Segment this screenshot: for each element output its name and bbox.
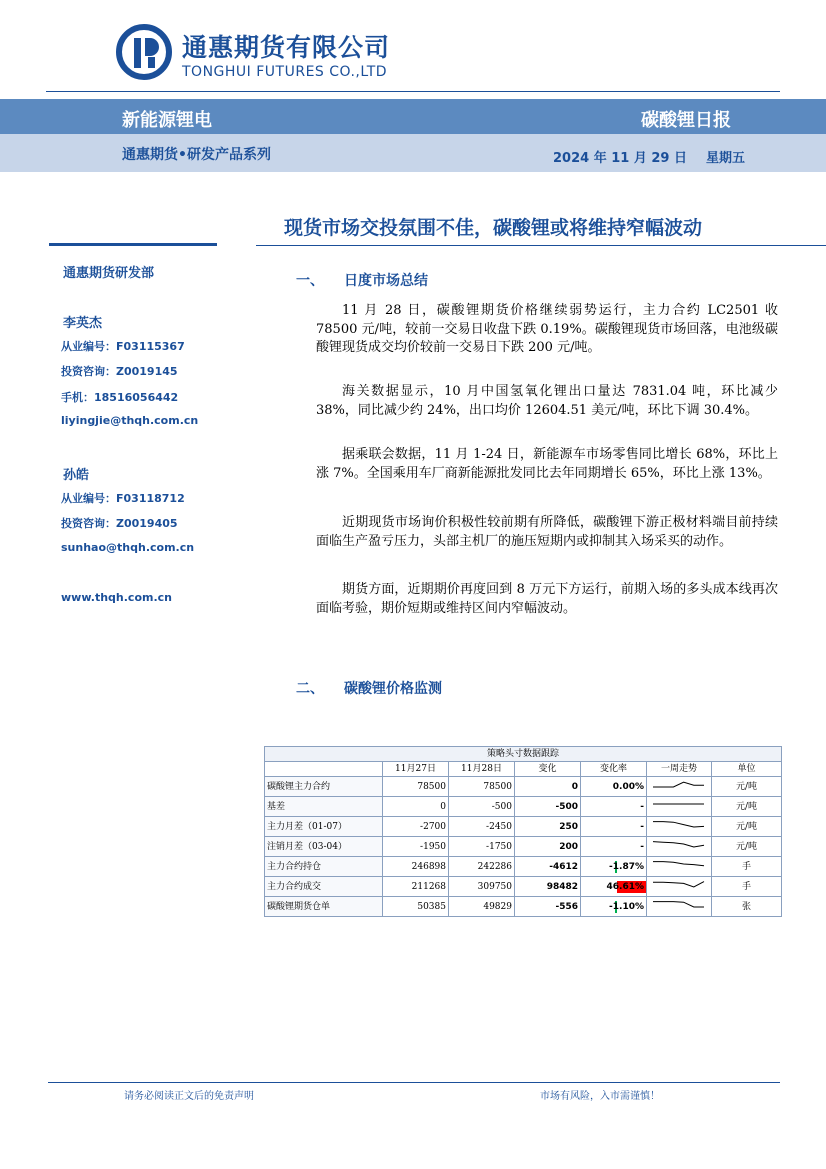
prev-value: 246898	[383, 857, 449, 877]
sparkline-line	[653, 882, 704, 887]
section-number: 一、	[296, 273, 324, 289]
row-label: 碳酸锂主力合约	[265, 777, 383, 797]
website-link[interactable]: www.thqh.com.cn	[61, 591, 173, 604]
sparkline-line	[653, 842, 704, 847]
change-value: -4612	[515, 857, 581, 877]
summary-paragraph: 海关数据显示，10 月中国氢氧化锂出口量达 7831.04 吨，环比减少 38%，同比减少约 24%，出口均价 12604.51 美元/吨，环比下调 30.4%。	[316, 384, 778, 418]
unit-label: 张	[712, 897, 782, 917]
unit-label: 手	[712, 877, 782, 897]
row-label: 主力合约成交	[265, 877, 383, 897]
summary-paragraph: 据乘联会数据，11 月 1-24 日，新能源车市场零售同比增长 68%，环比上涨 7%。全国乘用车厂商新能源批发同比去年同期增长 65%，环比上涨 13%。	[316, 447, 778, 481]
table-header-row	[265, 762, 782, 777]
sparkline-chart	[647, 817, 710, 831]
report-date: 2024 年 11 月 29 日	[553, 151, 687, 166]
table-row	[265, 797, 782, 817]
table-header-cell: 11月28日	[449, 762, 515, 777]
summary-paragraph: 近期现货市场询价积极性较前期有所降低，碳酸锂下游正极材料端目前持续面临生产盈亏压力，头部主机厂的施压短期内或抑制其入场采买的动作。	[316, 515, 778, 549]
table-header-cell	[265, 762, 383, 777]
change-rate-text: -1.10%	[609, 901, 644, 912]
row-label: 碳酸锂期货仓单	[265, 897, 383, 917]
change-rate	[581, 897, 647, 917]
curr-value: -1750	[449, 837, 515, 857]
curr-value: 242286	[449, 857, 515, 877]
change-rate	[581, 837, 647, 857]
change-rate	[581, 877, 647, 897]
row-label: 基差	[265, 797, 383, 817]
sparkline-line	[653, 862, 704, 866]
change-value: 0	[515, 777, 581, 797]
department-name: 通惠期货研发部	[63, 266, 155, 281]
table-header-cell: 单位	[712, 762, 782, 777]
analyst-consult-id: 投资咨询：Z0019405	[61, 517, 178, 530]
analyst-consult-id: 投资咨询：Z0019145	[61, 365, 178, 378]
sidebar-divider	[49, 243, 217, 246]
sparkline-line	[653, 822, 704, 827]
analyst-license: 从业编号：F03115367	[61, 340, 185, 353]
change-value: -500	[515, 797, 581, 817]
section-number: 二、	[296, 681, 324, 697]
change-rate-text: -	[640, 841, 644, 852]
prev-value: -2700	[383, 817, 449, 837]
sparkline-chart	[647, 877, 710, 891]
analyst-email-link[interactable]: sunhao@thqh.com.cn	[61, 541, 195, 554]
table-header-cell: 变化率	[581, 762, 647, 777]
curr-value: 78500	[449, 777, 515, 797]
table-row	[265, 817, 782, 837]
section-title: 日度市场总结	[344, 273, 428, 289]
table-row	[265, 837, 782, 857]
weekly-trend-sparkline	[647, 817, 712, 837]
table-row	[265, 897, 782, 917]
unit-label: 手	[712, 857, 782, 877]
analyst-phone: 手机：18516056442	[61, 391, 179, 404]
row-label: 主力月差（01-07）	[265, 817, 383, 837]
sparkline-chart	[647, 837, 710, 851]
prev-value: -1950	[383, 837, 449, 857]
prev-value: 211268	[383, 877, 449, 897]
weekly-trend-sparkline	[647, 857, 712, 877]
headline-divider	[256, 245, 826, 246]
change-rate	[581, 857, 647, 877]
risk-warning: 市场有风险，入市需谨慎！	[540, 1091, 660, 1102]
summary-paragraph: 期货方面，近期期价再度回到 8 万元下方运行，前期入场的多头成本线再次面临考验，期价短期或维持区间内窄幅波动。	[316, 582, 778, 616]
prev-value: 0	[383, 797, 449, 817]
table-header-cell: 一周走势	[647, 762, 712, 777]
sector-title: 新能源锂电	[122, 110, 212, 131]
table-caption: 策略头寸数据跟踪	[265, 747, 782, 762]
sparkline-chart	[647, 797, 710, 811]
change-rate	[581, 817, 647, 837]
table-row	[265, 857, 782, 877]
company-name-en: TONGHUI FUTURES CO.,LTD	[182, 64, 388, 80]
report-title: 碳酸锂日报	[641, 110, 731, 131]
curr-value: 49829	[449, 897, 515, 917]
change-rate	[581, 777, 647, 797]
analyst-email-link[interactable]: liyingjie@thqh.com.cn	[61, 414, 199, 427]
section-title: 碳酸锂价格监测	[344, 681, 442, 697]
weekly-trend-sparkline	[647, 877, 712, 897]
header-divider	[46, 91, 780, 92]
disclaimer-note: 请务必阅读正文后的免责声明	[124, 1091, 254, 1102]
row-label: 注销月差（03-04）	[265, 837, 383, 857]
analyst-name: 孙皓	[63, 468, 90, 483]
table-header-cell: 变化	[515, 762, 581, 777]
unit-label: 元/吨	[712, 837, 782, 857]
footer-divider	[48, 1082, 780, 1083]
weekly-trend-sparkline	[647, 777, 712, 797]
report-weekday: 星期五	[706, 151, 746, 166]
change-rate-text: 0.00%	[612, 781, 644, 792]
row-label: 主力合约持仓	[265, 857, 383, 877]
summary-paragraph: 11 月 28 日，碳酸锂期货价格继续弱势运行，主力合约 LC2501 收 78500 元/吨，较前一交易日收盘下跌 0.19%。碳酸锂现货市场回落，电池级碳酸锂现货成交均价较前一交易日下跌 200 元/吨。	[316, 303, 778, 355]
series-label: 通惠期货•研发产品系列	[122, 147, 271, 163]
page-title: 现货市场交投氛围不佳，碳酸锂或将维持窄幅波动	[284, 217, 703, 239]
weekly-trend-sparkline	[647, 837, 712, 857]
position-tracking-table	[264, 746, 782, 917]
prev-value: 78500	[383, 777, 449, 797]
curr-value: -2450	[449, 817, 515, 837]
sparkline-chart	[647, 777, 710, 791]
unit-label: 元/吨	[712, 817, 782, 837]
company-name-cn: 通惠期货有限公司	[182, 33, 391, 62]
change-rate	[581, 797, 647, 817]
change-rate-text: -	[640, 821, 644, 832]
weekly-trend-sparkline	[647, 797, 712, 817]
unit-label: 元/吨	[712, 797, 782, 817]
weekly-trend-sparkline	[647, 897, 712, 917]
analyst-name: 李英杰	[63, 316, 103, 331]
prev-value: 50385	[383, 897, 449, 917]
table-header-cell: 11月27日	[383, 762, 449, 777]
sparkline-line	[653, 902, 704, 907]
analyst-license: 从业编号：F03118712	[61, 492, 185, 505]
change-value: 200	[515, 837, 581, 857]
tonghui-logo-icon	[116, 24, 172, 80]
sparkline-chart	[647, 857, 710, 871]
change-rate-text: -	[640, 801, 644, 812]
curr-value: -500	[449, 797, 515, 817]
change-value: 98482	[515, 877, 581, 897]
change-value: -556	[515, 897, 581, 917]
unit-label: 元/吨	[712, 777, 782, 797]
sparkline-chart	[647, 897, 710, 911]
curr-value: 309750	[449, 877, 515, 897]
table-row	[265, 777, 782, 797]
change-value: 250	[515, 817, 581, 837]
sparkline-line	[653, 782, 704, 787]
change-rate-text: 46.61%	[606, 881, 644, 892]
table-row	[265, 877, 782, 897]
change-rate-text: -1.87%	[609, 861, 644, 872]
